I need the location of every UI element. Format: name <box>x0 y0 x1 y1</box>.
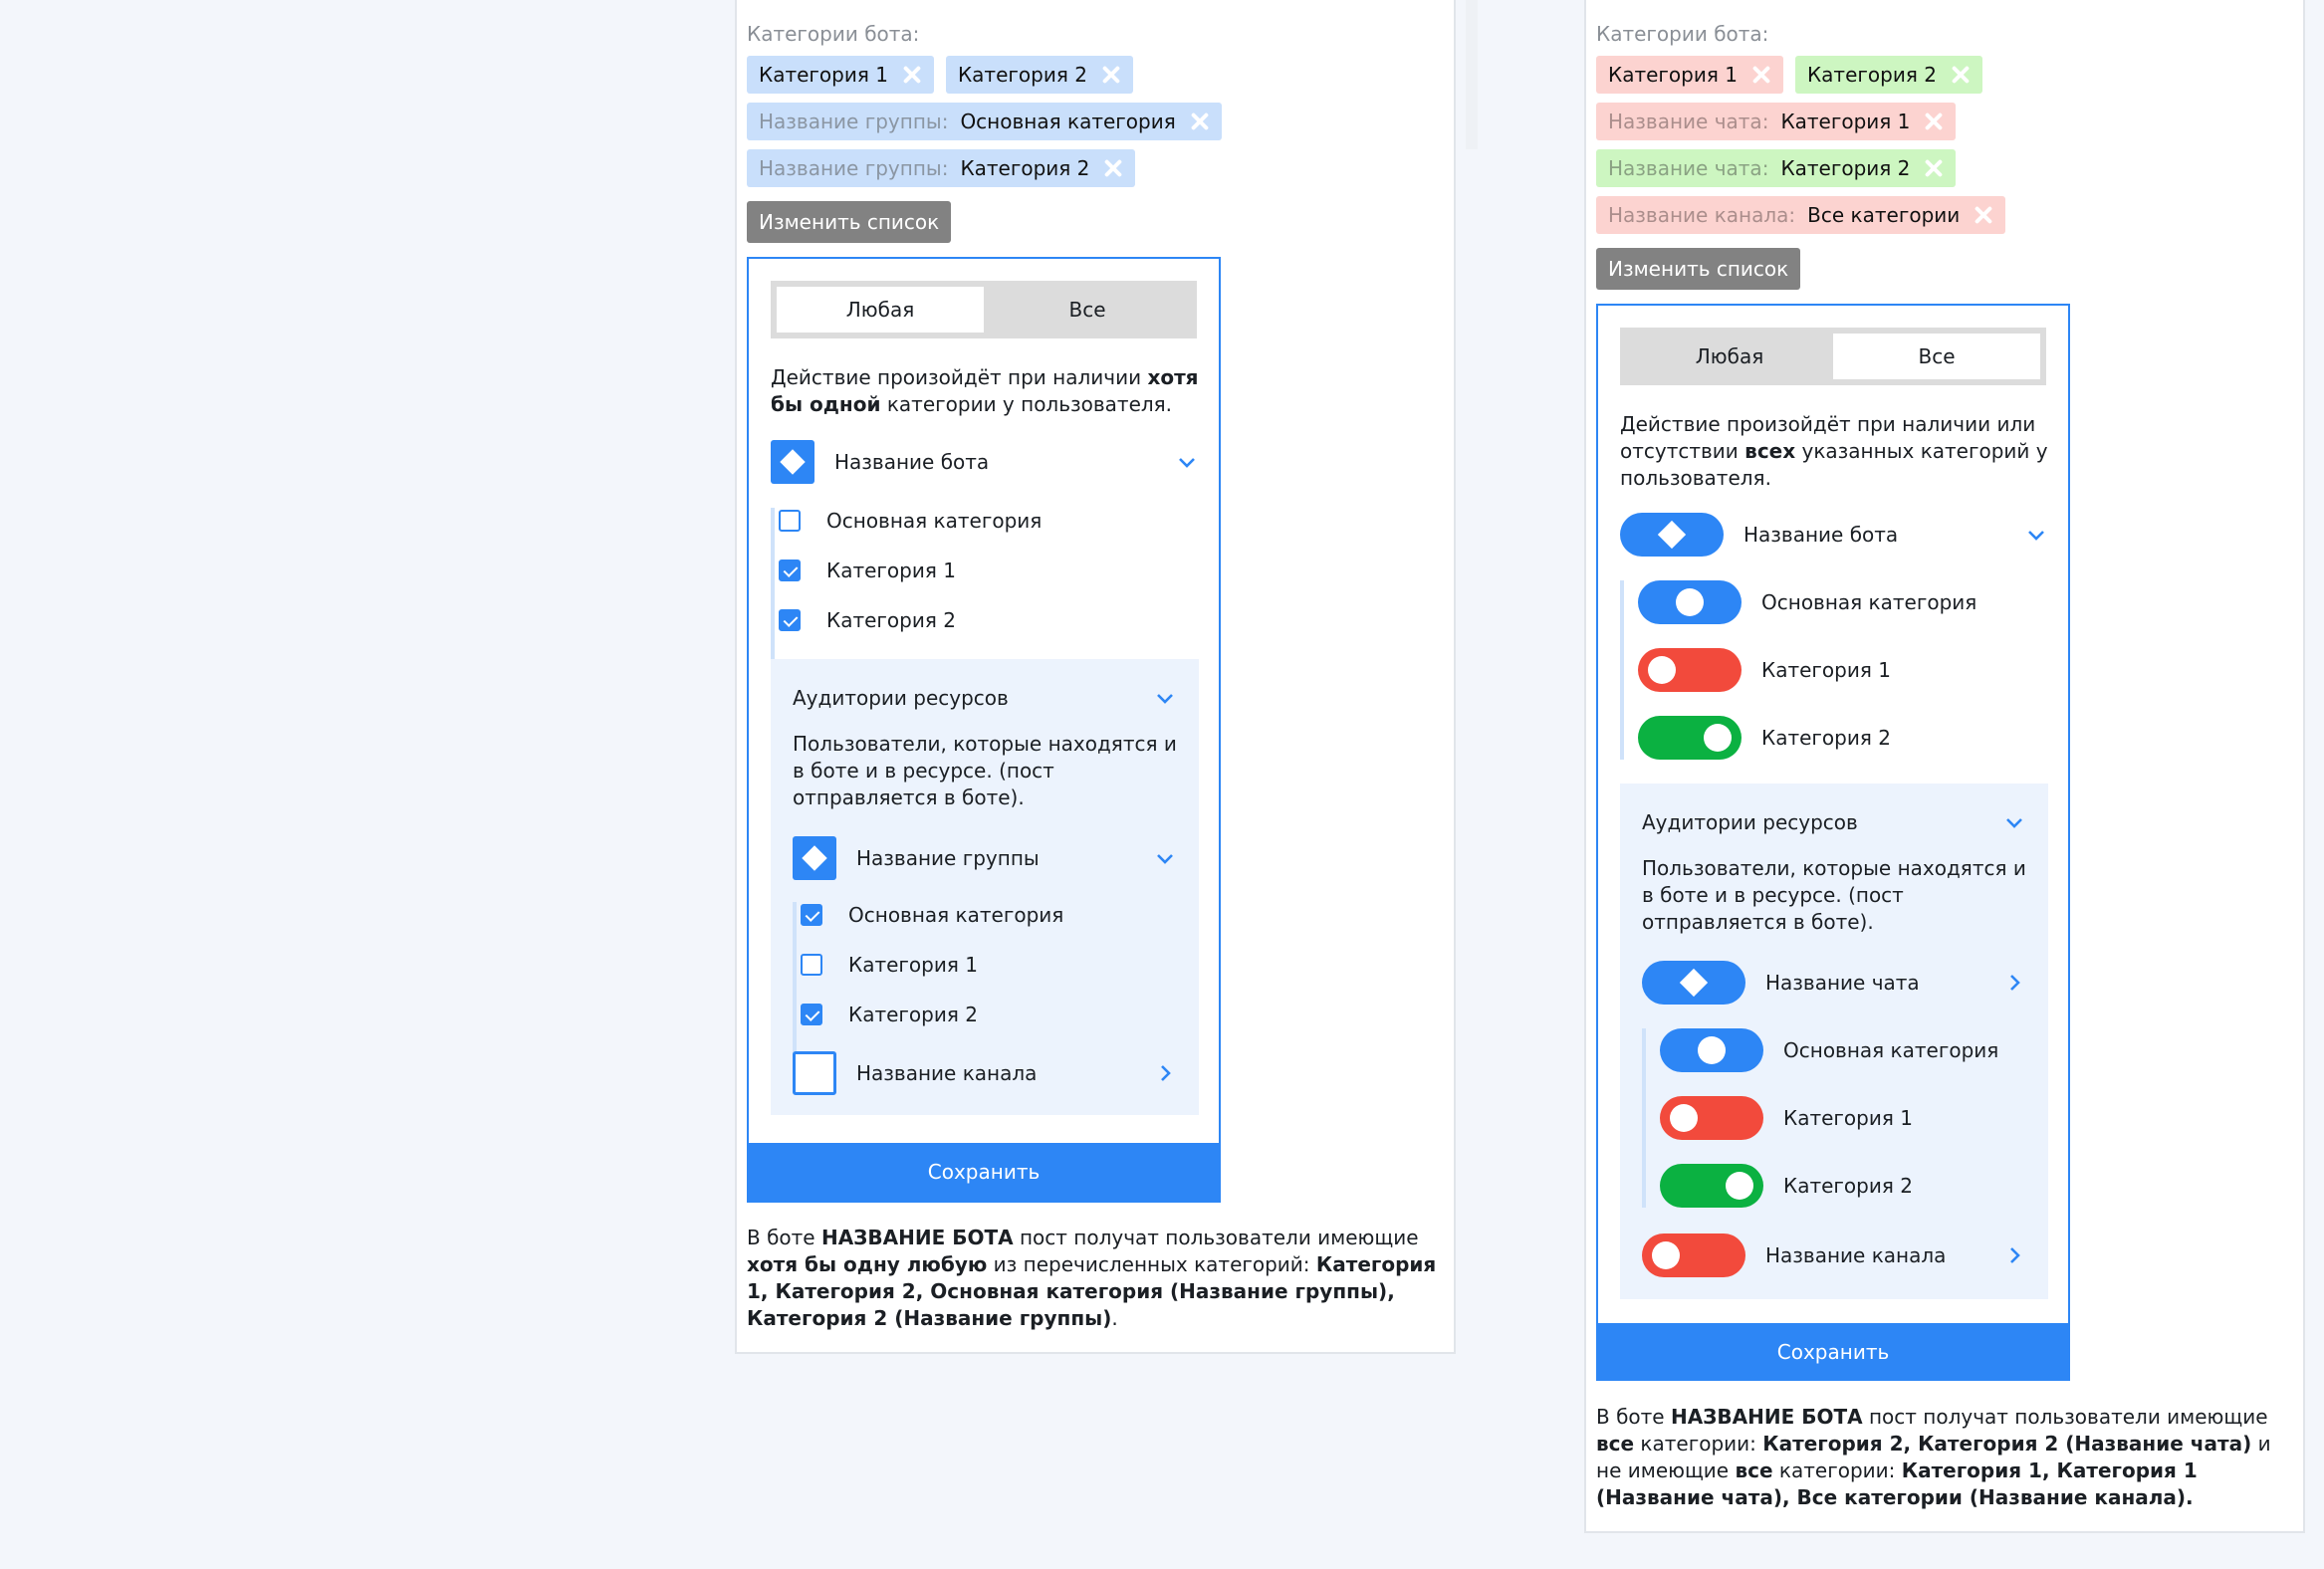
close-icon[interactable] <box>1749 63 1773 87</box>
category-chip <box>1795 56 1982 94</box>
chip-label: Категория 2 <box>957 63 1087 87</box>
category-state-toggle[interactable] <box>1660 1028 1763 1072</box>
category-chip <box>1596 196 2005 234</box>
category-state-toggle[interactable] <box>1638 648 1742 692</box>
chip-row <box>1596 149 2293 187</box>
bot-row[interactable] <box>771 440 1197 484</box>
chip-row <box>1596 56 2293 94</box>
channel-name: Название канала <box>1765 1243 1947 1267</box>
category-item[interactable] <box>1638 580 2046 624</box>
category-item[interactable] <box>771 605 1197 635</box>
audiences-title: Аудитории ресурсов <box>793 686 1009 710</box>
close-icon[interactable] <box>1972 203 1995 227</box>
category-chip <box>1596 149 1956 187</box>
category-item-label: Категория 1 <box>1761 658 1891 682</box>
chip-row <box>1596 196 2293 234</box>
bot-row[interactable] <box>1620 513 2046 557</box>
mode-segmented-control <box>1620 328 2046 385</box>
chip-row <box>747 149 1444 187</box>
selected-categories-chips <box>747 56 1444 196</box>
category-chip <box>1596 56 1783 94</box>
bot-items-guide <box>1620 580 1624 760</box>
background-strip <box>1466 0 1478 149</box>
chip-source-label: Название чата: <box>1608 110 1769 133</box>
chevron-down-icon[interactable] <box>2004 812 2024 832</box>
category-chip <box>1596 103 1956 140</box>
category-item-label: Категория 1 <box>848 953 978 977</box>
category-item[interactable] <box>1638 648 2046 692</box>
chevron-right-icon[interactable] <box>1155 1063 1175 1083</box>
category-editor <box>747 257 1221 1203</box>
chat-toggle[interactable] <box>1642 961 1745 1005</box>
chip-label: Все категории <box>1807 203 1961 227</box>
category-item[interactable] <box>793 950 1175 980</box>
chevron-right-icon[interactable] <box>2004 1245 2024 1265</box>
chip-label: Категория 2 <box>1780 156 1911 180</box>
chip-label: Категория 1 <box>759 63 888 87</box>
chip-label: Категория 2 <box>960 156 1090 180</box>
mode-segmented-control <box>771 281 1197 338</box>
category-item-label: Категория 1 <box>826 559 956 582</box>
chip-label: Категория 2 <box>1806 63 1937 87</box>
category-state-toggle[interactable] <box>1638 716 1742 760</box>
close-icon[interactable] <box>1949 63 1973 87</box>
chip-label: Категория 1 <box>1608 63 1738 87</box>
chevron-down-icon[interactable] <box>1177 452 1197 472</box>
mode-all-tab[interactable]: Все <box>1068 298 1106 322</box>
chip-source-label: Название канала: <box>1608 203 1796 227</box>
category-item[interactable] <box>1660 1096 2024 1140</box>
chip-row <box>747 56 1444 94</box>
category-item-label: Основная категория <box>826 509 1043 533</box>
chip-source-label: Название группы: <box>759 110 949 133</box>
channel-row[interactable] <box>793 1051 1175 1095</box>
audiences-header[interactable] <box>793 683 1175 713</box>
mode-any-tab[interactable]: Любая <box>777 287 984 333</box>
category-item-label: Категория 1 <box>1783 1106 1913 1130</box>
category-chip <box>747 56 934 94</box>
close-icon[interactable] <box>1922 156 1946 180</box>
bot-toggle[interactable] <box>1620 513 1724 557</box>
close-icon[interactable] <box>1922 110 1946 133</box>
category-state-toggle[interactable] <box>1660 1164 1763 1208</box>
save-button[interactable]: Сохранить <box>1596 1323 2070 1381</box>
audiences-header[interactable] <box>1642 807 2024 837</box>
category-item[interactable] <box>1660 1028 2024 1072</box>
category-checkbox[interactable] <box>779 560 801 581</box>
chip-label: Категория 1 <box>1780 110 1911 133</box>
category-item-label: Категория 2 <box>848 1003 978 1026</box>
chip-row <box>1596 103 2293 140</box>
category-checkbox[interactable] <box>779 510 801 532</box>
mode-description: Действие произойдёт при наличии или отсутствии всех указанных категорий у пользователя. <box>1620 412 2048 490</box>
save-button[interactable]: Сохранить <box>747 1143 1221 1201</box>
channel-toggle[interactable] <box>1642 1233 1745 1277</box>
category-chip <box>747 103 1222 140</box>
close-icon[interactable] <box>900 63 924 87</box>
chip-row <box>747 103 1444 140</box>
category-item[interactable] <box>771 556 1197 585</box>
category-item-label: Категория 2 <box>1761 726 1891 750</box>
category-editor <box>1596 304 2070 1379</box>
chat-name: Название чата <box>1765 971 1920 995</box>
resource-audiences-section <box>1620 784 2048 1299</box>
chevron-down-icon[interactable] <box>1155 688 1175 708</box>
audiences-description: Пользователи, которые находятся и в боте и в ресурсе. (пост отправляется в боте). <box>1642 856 2026 934</box>
category-item-label: Основная категория <box>1783 1038 1999 1062</box>
category-item[interactable] <box>793 900 1175 930</box>
chip-label: Основная категория <box>960 110 1176 133</box>
edit-list-button[interactable]: Изменить список <box>1596 248 1800 290</box>
group-row[interactable] <box>793 836 1175 880</box>
channel-row[interactable] <box>1642 1233 2024 1277</box>
category-state-toggle[interactable] <box>1660 1096 1763 1140</box>
panel-any-mode <box>735 0 1456 1354</box>
channel-name: Название канала <box>856 1061 1038 1085</box>
chat-items-guide <box>1642 1028 1646 1208</box>
chip-source-label: Название группы: <box>759 156 949 180</box>
edit-list-button[interactable]: Изменить список <box>747 201 951 243</box>
chip-source-label: Название чата: <box>1608 156 1769 180</box>
bot-name: Название бота <box>1743 523 1899 547</box>
group-select-all-checkbox[interactable] <box>793 836 836 880</box>
category-item-label: Категория 2 <box>826 608 956 632</box>
categories-title: Категории бота: <box>1596 22 1769 46</box>
category-chip <box>747 149 1135 187</box>
category-checkbox[interactable] <box>801 904 822 926</box>
category-chip <box>946 56 1133 94</box>
bot-select-all-checkbox[interactable] <box>771 440 814 484</box>
result-summary: В боте НАЗВАНИЕ БОТА пост получат пользователи имеющие хотя бы одну любую из перечисленных категорий: Категория 1, Категория 2, Основная категория (Название группы), Категория 2 (Название группы). <box>747 1226 1437 1330</box>
mode-description: Действие произойдёт при наличии хотя бы одной категории у пользователя. <box>771 365 1199 416</box>
resource-audiences-section <box>771 659 1199 1115</box>
mode-any-tab[interactable]: Любая <box>1695 344 1764 368</box>
category-item-label: Основная категория <box>848 903 1064 927</box>
category-item-label: Основная категория <box>1761 590 1977 614</box>
category-item[interactable] <box>771 506 1197 536</box>
chevron-down-icon[interactable] <box>2026 525 2046 545</box>
group-name: Название группы <box>856 846 1040 870</box>
result-summary: В боте НАЗВАНИЕ БОТА пост получат пользователи имеющие все категории: Категория 2, Категория 2 (Название чата) и не имеющие все категории: Категория 1, Категория 1 (Название чата), Все категории (Название канала). <box>1596 1405 2271 1509</box>
category-state-toggle[interactable] <box>1638 580 1742 624</box>
category-item[interactable] <box>793 1000 1175 1029</box>
audiences-title: Аудитории ресурсов <box>1642 810 1858 834</box>
category-item[interactable] <box>1660 1164 2024 1208</box>
channel-select-all-checkbox[interactable] <box>793 1051 836 1095</box>
bot-name: Название бота <box>834 450 990 474</box>
selected-categories-chips <box>1596 56 2293 243</box>
close-icon[interactable] <box>1101 156 1125 180</box>
audiences-description: Пользователи, которые находятся и в боте и в ресурсе. (пост отправляется в боте). <box>793 732 1177 809</box>
category-item[interactable] <box>1638 716 2046 760</box>
category-checkbox[interactable] <box>801 1004 822 1025</box>
chevron-down-icon[interactable] <box>1155 848 1175 868</box>
panel-all-mode <box>1584 0 2305 1533</box>
mode-all-tab[interactable]: Все <box>1833 334 2040 379</box>
close-icon[interactable] <box>1099 63 1123 87</box>
categories-title: Категории бота: <box>747 22 920 46</box>
chevron-right-icon[interactable] <box>2004 973 2024 993</box>
chat-row[interactable] <box>1642 961 2024 1005</box>
category-checkbox[interactable] <box>779 609 801 631</box>
close-icon[interactable] <box>1188 110 1212 133</box>
category-item-label: Категория 2 <box>1783 1174 1913 1198</box>
category-checkbox[interactable] <box>801 954 822 976</box>
